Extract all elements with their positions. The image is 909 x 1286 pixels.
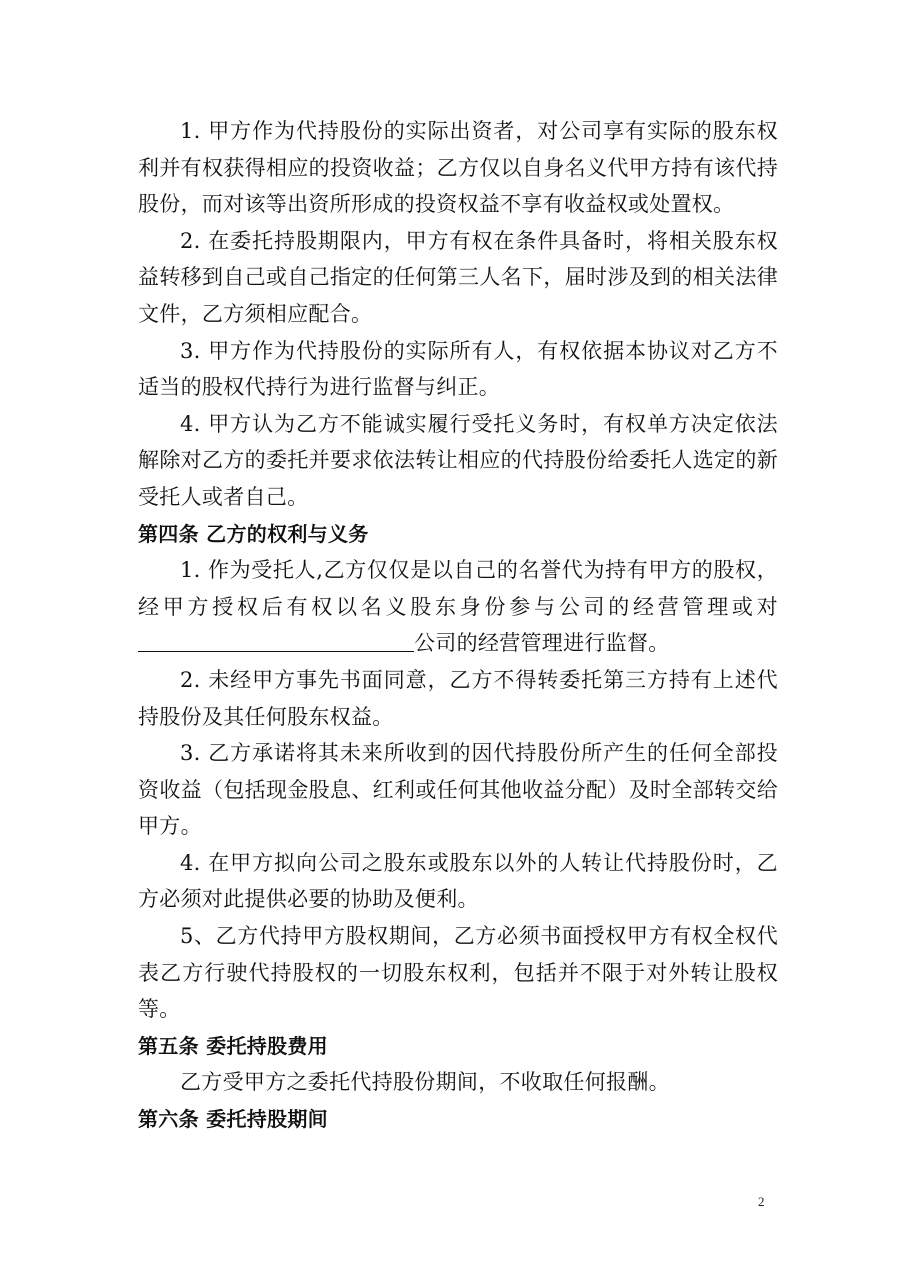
clause-text: 公司的经营管理进行监督。 bbox=[414, 631, 670, 656]
clause-text: 1. 作为受托人,乙方仅仅是以自己的名誉代为持有甲方的股权，经甲方授权后有权以名义股东身份参与公司的经营管理或对 bbox=[138, 558, 778, 619]
article-heading: 第六条 委托持股期间 bbox=[138, 1107, 328, 1132]
clause-paragraph: 2. 在委托持股期限内，甲方有权在条件具备时，将相关股东权益转移到自己或自己指定的任何第三人名下，届时涉及到的相关法律文件，乙方须相应配合。 bbox=[138, 228, 778, 326]
article-heading: 第四条 乙方的权利与义务 bbox=[138, 521, 369, 546]
clause-paragraph: 4. 在甲方拟向公司之股东或股东以外的人转让代持股份时，乙方必须对此提供必要的协助及便利。 bbox=[138, 850, 778, 912]
clause-paragraph: 3. 乙方承诺将其未来所收到的因代持股份所产生的任何全部投资收益（包括现金股息、红利或任何其他收益分配）及时全部转交给甲方。 bbox=[138, 741, 778, 839]
document-body bbox=[138, 113, 778, 1138]
clause-paragraph: 2. 未经甲方事先书面同意，乙方不得转委托第三方持有上述代持股份及其任何股东权益。 bbox=[138, 667, 778, 729]
page-number: 2 bbox=[758, 1194, 765, 1209]
article-heading: 第五条 委托持股费用 bbox=[138, 1033, 328, 1058]
clause-paragraph: 1. 甲方作为代持股份的实际出资者，对公司享有实际的股东权利并有权获得相应的投资收益；乙方仅以自身名义代甲方持有该代持股份，而对该等出资所形成的投资权益不享有收益权或处置权。 bbox=[138, 119, 778, 217]
clause-paragraph bbox=[138, 552, 778, 662]
fill-in-blank bbox=[138, 631, 414, 652]
clause-paragraph: 3. 甲方作为代持股份的实际所有人，有权依据本协议对乙方不适当的股权代持行为进行监督与纠正。 bbox=[138, 338, 778, 400]
clause-paragraph: 乙方受甲方之委托代持股份期间，不收取任何报酬。 bbox=[180, 1070, 670, 1095]
clause-paragraph: 5、乙方代持甲方股权期间，乙方必须书面授权甲方有权全权代表乙方行驶代持股权的一切股东权利，包括并不限于对外转让股权等。 bbox=[138, 924, 778, 1022]
clause-paragraph: 4. 甲方认为乙方不能诚实履行受托义务时，有权单方决定依法解除对乙方的委托并要求依法转让相应的代持股份给委托人选定的新受托人或者自己。 bbox=[138, 411, 778, 509]
